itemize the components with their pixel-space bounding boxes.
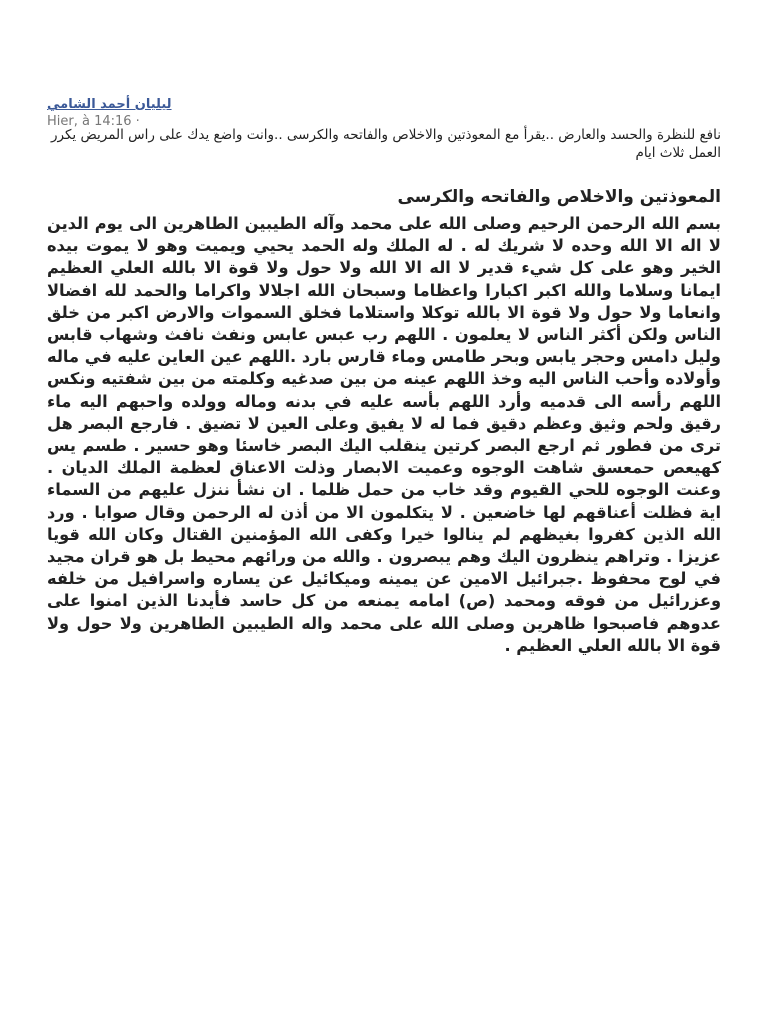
post-timestamp[interactable]: Hier, à 14:16 — [47, 114, 132, 129]
post-intro: نافع للنظرة والحسد والعارض ..يقرأ مع المعوذتين والاخلاص والفاتحه والكرسى ..وانت واضع يدك على راس المريض يكرر العمل ثلاث ايام — [50, 127, 721, 161]
post-header — [47, 93, 727, 130]
meta-separator: · — [135, 114, 140, 129]
author-link[interactable]: ليليان أحمد الشامي — [47, 97, 172, 112]
prayer-title: المعوذتين والاخلاص والفاتحه والكرسى — [397, 187, 721, 207]
prayer-body: بسم الله الرحمن الرحيم وصلى الله على محمد وآله الطيبين الطاهرين الى يوم الدين لا اله الا الله وحده لا شريك له . له الملك وله الحمد يحيي ويميت وهو لا يموت بيده الخير وهو على كل شيء قدير لا اله الا الله ولا حول ولا قوة الا بالله العلي العظيم ايمانا وسلاما والله اكبر اكبارا واعظاما وسبحان الله اجلالا واكراما والحمد لله افضالا وانعاما ولا حول ولا قوة الا بالله توكلا واستلاما فخلق السموات والارض اكبر من خلق الناس ولكن أكثر الناس لا يعلمون . اللهم رب عبس عابس ونفث نافث وشهاب قابس وليل دامس وحجر يابس وبحر طامس وماء قارس بارد .اللهم عين العاين عليه في ماله وأولاده وأحب الناس اليه وخذ اللهم عينه من بين صدغيه وكلمته من بين شفتيه ونكس اللهم رأسه الى قدميه وأرد اللهم بأسه عليه في بدنه وماله وولده واحبهم اليه ماء رقيق ولحم وثيق وعظم دقيق فما له لا يفيق وعلى العين لا تضيق . فارجع البصر هل ترى من فطور ثم ارجع البصر كرتين ينقلب اليك البصر خاسئا وهو حسير . طسم يس كهيعص حمعسق شاهت الوجوه وعميت الابصار وذلت الاعناق لعظمة الملك الديان . وعنت الوجوه للحي القيوم وقد خاب من حمل ظلما . ان نشأ ننزل عليهم من السماء اية فظلت أعناقهم لها خاضعين . لا يتكلمون الا من أذن له الرحمن وقال صوابا . ورد الله الذين كفروا بغيظهم لم ينالوا خيرا وكفى الله المؤمنين القتال وكان الله قويا عزيزا . وتراهم ينظرون اليك وهم يبصرون . والله من ورائهم محيط بل هو قران مجيد في لوح محفوظ .جبرائيل الامين عن يمينه وميكائيل عن يساره واسرافيل من خلفه وعزرائيل من فوقه ومحمد (ص) امامه يمنعه من كل حاسد فأيدنا الذين امنوا على عدوهم فاصبحوا ظاهرين وصلى الله على محمد واله الطيبين الطاهرين ولا حول ولا قوة الا بالله العلي العظيم . — [47, 214, 721, 655]
